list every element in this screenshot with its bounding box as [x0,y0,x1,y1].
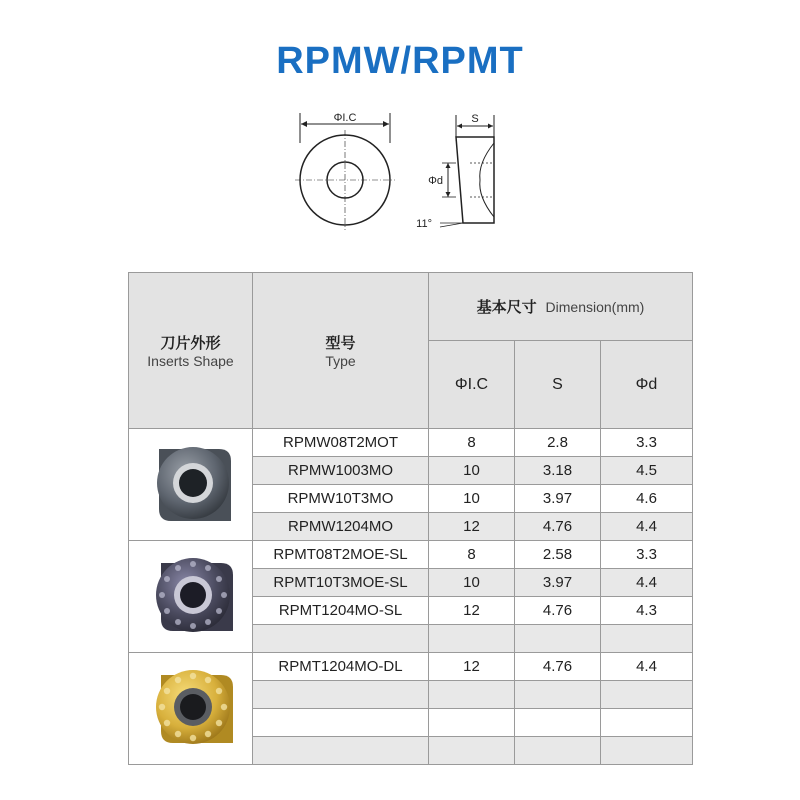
type-cell [253,681,429,709]
s-cell [515,737,601,765]
type-cell: RPMT1204MO-SL [253,597,429,625]
table-row [129,653,693,681]
ic-cell: 8 [429,541,515,569]
ic-cell [429,709,515,737]
ic-cell: 10 [429,485,515,513]
dimension-table [128,272,693,765]
insert-image-cell [129,653,253,765]
ic-cell [429,737,515,765]
type-cell: RPMW08T2MOT [253,429,429,457]
dimension-header-en: Dimension(mm) [545,299,645,315]
s-cell: 4.76 [515,597,601,625]
s-cell: 3.97 [515,569,601,597]
type-header-en: Type [325,353,356,369]
ic-cell: 12 [429,513,515,541]
ic-cell: 10 [429,457,515,485]
type-cell [253,737,429,765]
d-dimension-label: Φd [428,175,443,187]
type-cell: RPMW1204MO [253,513,429,541]
d-cell: 3.3 [601,429,693,457]
ic-cell [429,681,515,709]
type-header [253,273,429,429]
d-cell [601,681,693,709]
s-cell: 3.18 [515,457,601,485]
d-header: Φd [601,341,693,429]
type-cell [253,625,429,653]
d-cell: 4.4 [601,513,693,541]
ic-cell: 12 [429,597,515,625]
d-cell [601,625,693,653]
s-cell: 3.97 [515,485,601,513]
s-cell: 4.76 [515,653,601,681]
grey-round-insert-icon [141,435,241,535]
clearance-angle-label: 11° [416,218,432,230]
s-cell: 2.58 [515,541,601,569]
gold-chipbreaker-insert-icon [141,659,241,759]
ic-cell: 12 [429,653,515,681]
s-cell [515,709,601,737]
s-header: S [515,341,601,429]
page-title: RPMW/RPMT [276,40,524,82]
insert-drawing [280,105,520,230]
d-cell: 4.3 [601,597,693,625]
type-cell: RPMT10T3MOE-SL [253,569,429,597]
table-row [129,429,693,457]
d-cell: 4.4 [601,653,693,681]
table-row [129,541,693,569]
dark-purple-chipbreaker-insert-icon [141,547,241,647]
side-view [416,113,494,230]
ic-cell: 8 [429,429,515,457]
ic-dimension-label: ΦI.C [333,112,357,124]
d-cell [601,737,693,765]
dimension-header [429,273,693,341]
type-cell: RPMT08T2MOE-SL [253,541,429,569]
type-header-cn: 型号 [325,335,356,352]
dimension-header-cn: 基本尺寸 [476,299,537,316]
insert-image-cell [129,429,253,541]
s-cell: 4.76 [515,513,601,541]
shape-header-cn: 刀片外形 [160,335,221,352]
ic-header: ΦI.C [429,341,515,429]
s-cell: 2.8 [515,429,601,457]
front-view [295,112,395,230]
d-cell [601,709,693,737]
ic-cell [429,625,515,653]
s-dimension-label: S [471,113,479,125]
s-cell [515,625,601,653]
type-cell: RPMW1003MO [253,457,429,485]
type-cell: RPMW10T3MO [253,485,429,513]
d-cell: 4.5 [601,457,693,485]
d-cell: 4.6 [601,485,693,513]
d-cell: 4.4 [601,569,693,597]
shape-header [129,273,253,429]
type-cell [253,709,429,737]
ic-cell: 10 [429,569,515,597]
type-cell: RPMT1204MO-DL [253,653,429,681]
d-cell: 3.3 [601,541,693,569]
s-cell [515,681,601,709]
insert-image-cell [129,541,253,653]
shape-header-en: Inserts Shape [147,353,234,369]
